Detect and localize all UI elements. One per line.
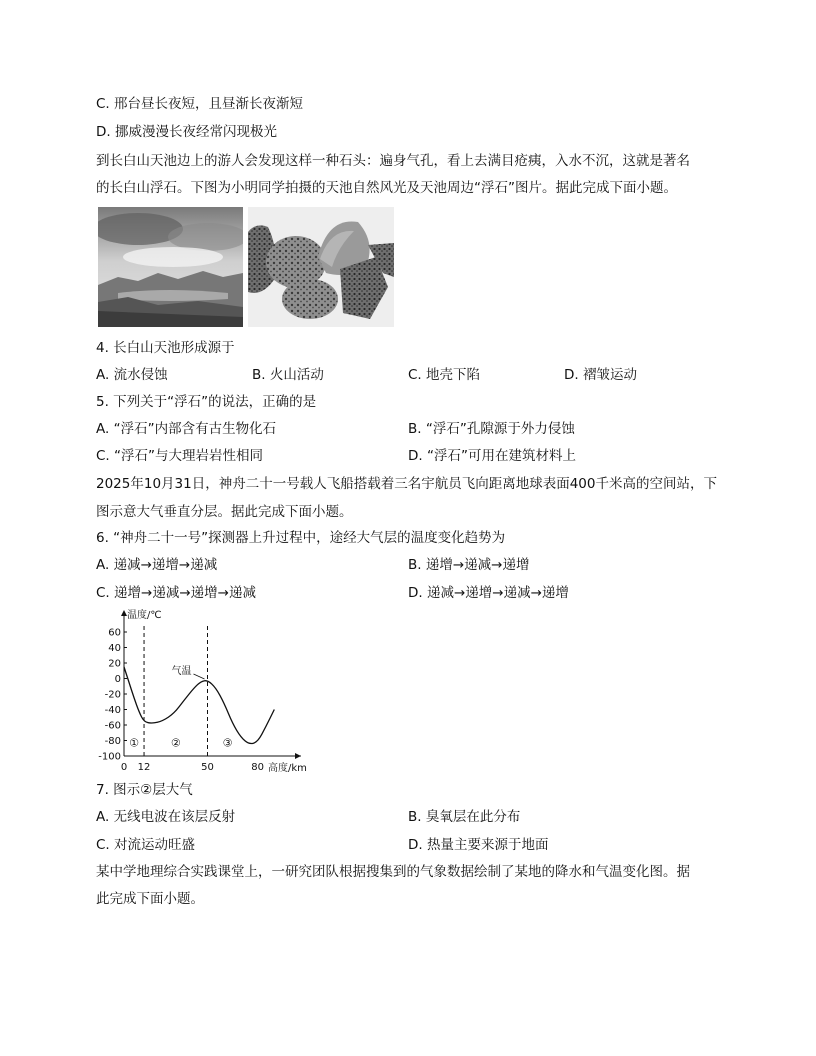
x-axis-label: 高度/km (268, 763, 307, 774)
option-3c: C. 邢台昼长夜短，且昼渐长夜渐短 (96, 96, 304, 112)
pumice-stones-photo (248, 207, 394, 327)
q4-option-b: B. 火山活动 (252, 367, 324, 383)
series-label: 气温 (171, 666, 192, 678)
q4-stem: 4. 长白山天池形成源于 (96, 340, 235, 356)
layer-label: ① (129, 736, 139, 750)
q5-option-b: B. “浮石”孔隙源于外力侵蚀 (408, 421, 575, 437)
y-tick-label: 0 (114, 674, 121, 685)
q4-option-c: C. 地壳下陷 (408, 367, 481, 383)
chart-x-ticks (121, 762, 264, 773)
y-tick-label: 20 (108, 658, 121, 670)
layer-label: ③ (222, 736, 233, 750)
q7-option-d: D. 热量主要来源于地面 (408, 837, 549, 853)
q7-option-a: A. 无线电波在该层反射 (96, 809, 236, 825)
option-3d: D. 挪威漫漫长夜经常闪现极光 (96, 124, 277, 140)
passage-shenzhou-line2: 图示意大气垂直分层。据此完成下面小题。 (96, 504, 353, 520)
chart-layer-labels (129, 737, 233, 750)
q6-stem: 6. “神舟二十一号”探测器上升过程中，途经大气层的温度变化趋势为 (96, 530, 506, 546)
x-tick-label: 50 (201, 762, 214, 773)
q5-option-d: D. “浮石”可用在建筑材料上 (408, 448, 576, 464)
q5-option-c: C. “浮石”与大理岩岩性相同 (96, 448, 263, 464)
q5-stem: 5. 下列关于“浮石”的说法，正确的是 (96, 394, 317, 410)
chart-axes (121, 608, 307, 774)
x-axis-arrow (295, 753, 301, 759)
q7-stem: 7. 图示②层大气 (96, 782, 193, 798)
x-tick-label: 0 (120, 762, 128, 773)
q4-option-d: D. 褶皱运动 (564, 367, 637, 383)
temperature-curve (124, 667, 274, 744)
q7-option-b: B. 臭氧层在此分布 (408, 809, 521, 825)
q6-option-c: C. 递增→递减→递增→递减 (96, 585, 256, 601)
q6-option-d: D. 递减→递增→递减→递增 (408, 585, 569, 601)
q6-option-a: A. 递减→递增→递减 (96, 557, 218, 573)
q5-option-a: A. “浮石”内部含有古生物化石 (96, 421, 277, 437)
y-tick-label: -80 (104, 736, 121, 747)
y-tick-label: -60 (104, 720, 121, 732)
layer-label: ② (170, 736, 181, 750)
passage-tianchi-line1: 到长白山天池边上的游人会发现这样一种石头：遍身气孔，看上去满目疮痍，入水不沉，这就是著名 (96, 153, 690, 169)
passage-tianchi-line2: 的长白山浮石。下图为小明同学拍摄的天池自然风光及天池周边“浮石”图片。据此完成下面小题。 (96, 180, 677, 196)
q7-option-c: C. 对流运动旺盛 (96, 837, 196, 853)
passage-climate-line2: 此完成下面小题。 (96, 891, 204, 907)
y-tick-label: -40 (104, 705, 121, 716)
chart-y-ticks (98, 628, 127, 763)
y-tick-label: 60 (108, 627, 121, 639)
chart-series (124, 665, 274, 743)
q6-option-b: B. 递增→递减→递增 (408, 557, 530, 573)
passage-shenzhou-line1: 2025年10月31日，神舟二十一号载人飞船搭载着三名宇航员飞向距离地球表面400千米高的空间站，下 (96, 476, 717, 492)
y-tick-label: -100 (98, 751, 121, 763)
y-axis-label: 温度/℃ (127, 610, 162, 621)
series-label-leader (194, 674, 205, 679)
passage-climate-line1: 某中学地理综合实践课堂上，一研究团队根据搜集到的气象数据绘制了某地的降水和气温变化图。据 (96, 864, 690, 880)
y-tick-label: -20 (104, 689, 121, 701)
y-tick-label: 40 (108, 643, 121, 654)
q4-option-a: A. 流水侵蚀 (96, 367, 168, 383)
x-tick-label: 12 (137, 762, 151, 773)
atmosphere-temperature-chart (96, 604, 311, 776)
tianchi-landscape-photo (98, 207, 243, 327)
x-tick-label: 80 (251, 762, 264, 773)
